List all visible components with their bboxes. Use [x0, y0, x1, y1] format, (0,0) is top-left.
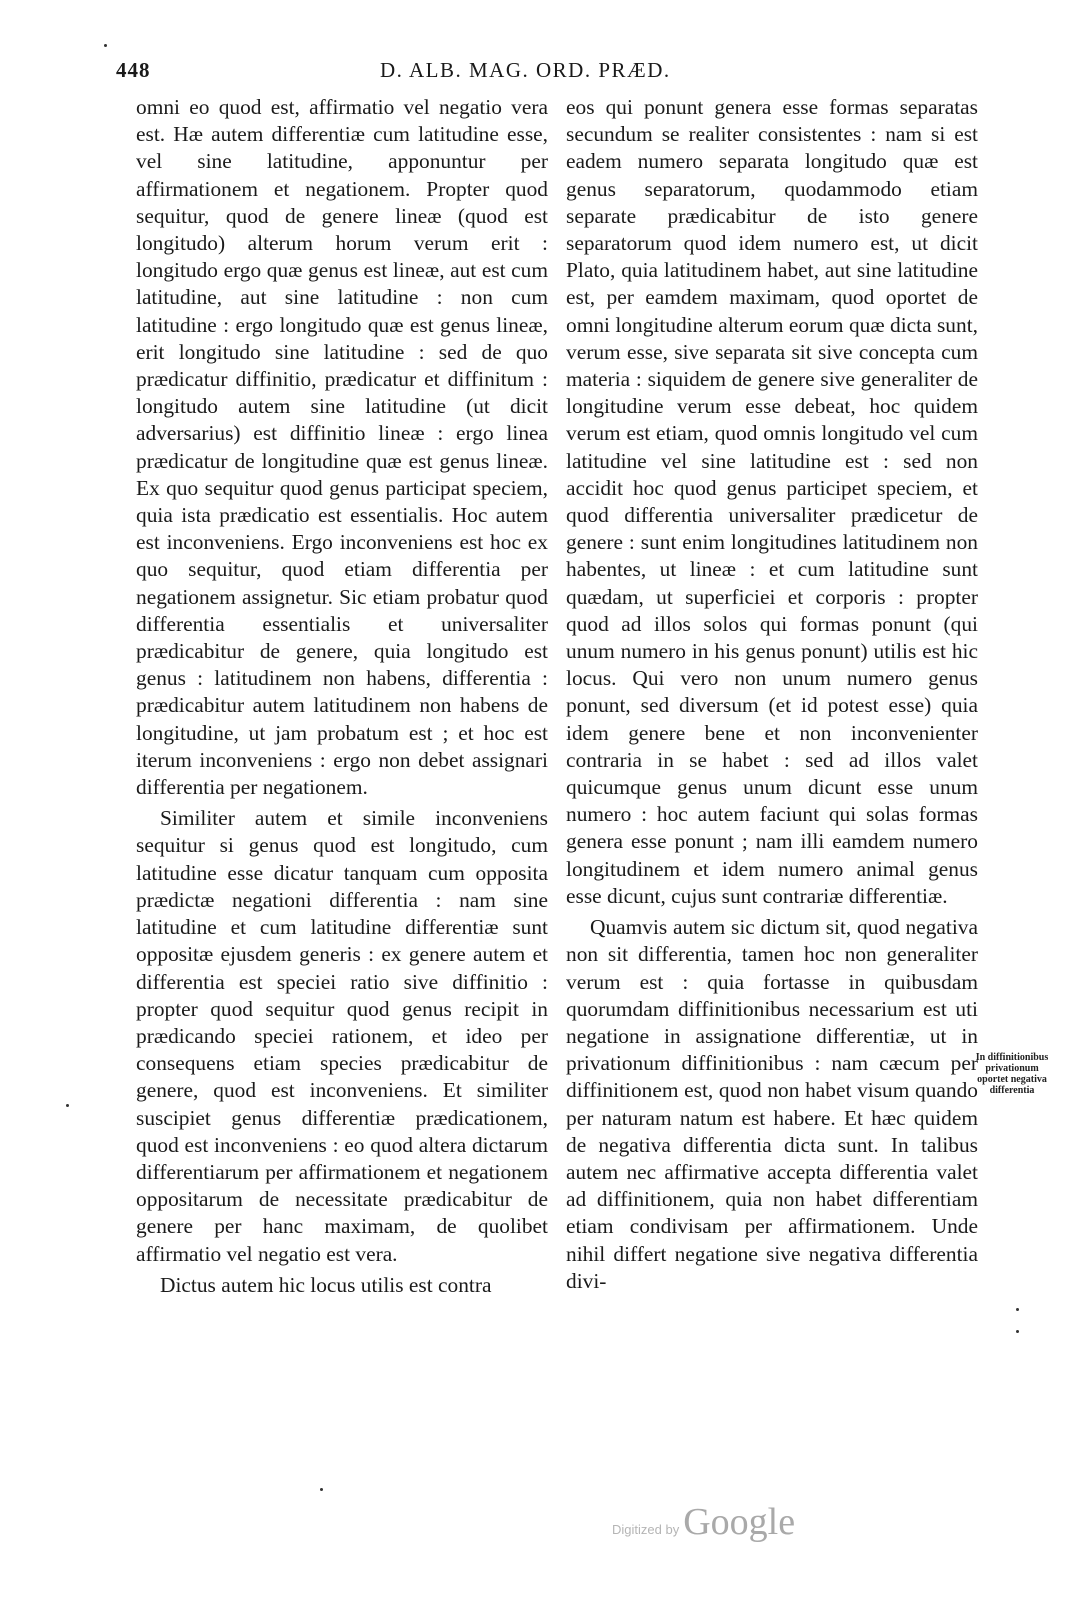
print-speck	[1016, 1330, 1019, 1333]
paragraph: Similiter autem et simile inconveniens sequitur si genus quod est longitudo, cum latitudine esse dicatur tanquam cum opposita prædictæ negationi differentia : nam sine latitudine et cum latitudine differentiæ sunt oppositæ ejusdem generis : ex genere autem et differentia est speciei ratio sive diffinitio : propter quod sequitur quod genus recipit in prædicando speciei rationem, et ideo per consequens etiam species prædicabitur de genere, quod est inconveniens. Et similiter suscipiet genus differentiæ prædicationem, quod est inconveniens : eo quod altera dictarum differentiarum per affirmationem et negationem oppositarum de necessitate prædicabitur de genere per hanc maximam, de quolibet affirmatio vel negatio est vera.	[136, 806, 548, 1266]
paragraph: eos qui ponunt genera esse formas separatas secundum se realiter consistentes : nam si est eadem numero separata longitudo quæ est genus separatorum, quodammodo etiam separate prædicabitur de isto genere separatorum quod idem numero est, ut dicit Plato, quia latitudinem habet, aut sine latitudine est, per eamdem maximam, quod oportet de omni longitudine alterum eorum quæ dicta sunt, verum esse, sive separata sit sive concepta cum materia : siquidem de genere sive generaliter de longitudine verum esse debeat, hoc quidem verum est etiam, quod omnis longitudo vel cum latitudine vel sine latitudine est : sed non accidit hoc quod genus participet speciem, et quod differentia universaliter prædicetur de genere : sunt enim longitudines latitudinem non habentes, ut lineæ : et cum latitudine sunt quædam, ut superficiei et corporis : propter quod ad illos solos qui formas ponunt (qui unum numero in his genus ponunt) utilis est hic locus. Qui vero non unum numero genus ponunt, sed diversum (et id potest esse) quia idem genere bene et non inconvenienter contraria in se habet : sed ad illos valet quicumque genus unum dicunt esse unum numero : hoc autem faciunt qui solas formas genera esse ponunt ; nam illi eamdem numero longitudinem et idem numero animal genus esse dicunt, cujus sunt contrariæ differentiæ.	[566, 95, 978, 908]
print-speck	[104, 44, 107, 47]
running-head: D. ALB. MAG. ORD. PRÆD.	[380, 58, 671, 82]
paragraph: omni eo quod est, affirmatio vel negatio vera est. Hæ autem differentiæ cum latitudine esse, vel sine latitudine, apponuntur per affirmationem et negationem. Propter quod sequitur, quod de genere lineæ (quod est longitudo) alterum horum verum erit : longitudo ergo quæ genus est lineæ, aut est cum latitudine, aut sine latitudine : non cum latitudine : ergo longitudo quæ est genus lineæ, erit longitudo sine latitudine : sed de quo prædicatur diffinitio, prædicatur et diffinitum : longitudo autem sine latitudine (ut dicit adversarius) est diffinitio lineæ : ergo linea prædicatur de longitudine quæ est genus lineæ. Ex quo sequitur quod genus participat speciem, quia ista prædicatio est essentialis. Hoc autem est inconveniens. Ergo inconveniens est hoc ex quo sequitur, quod etiam differentia per negationem assignetur. Sic etiam probatur quod differentia essentialis et universaliter prædicabitur de genere, quia longitudo est genus : latitudinem non habens, differentia : prædicabitur autem latitudinem non habens de longitudine, ut jam probatum est ; et hoc est iterum inconveniens : ergo non debet assignari differentia per negationem.	[136, 95, 548, 800]
print-speck	[320, 1488, 323, 1491]
print-speck	[66, 1104, 69, 1107]
right-column	[566, 94, 978, 1295]
digitization-watermark	[612, 1500, 795, 1544]
left-column	[136, 94, 548, 1299]
page-number: 448	[116, 58, 151, 82]
margin-note: In diffinitionibus privationum oportet negativa differentia	[975, 1052, 1049, 1096]
print-speck	[1016, 1308, 1019, 1311]
paragraph: Dictus autem hic locus utilis est contra	[160, 1272, 492, 1297]
digitized-label: Digitized by	[612, 1522, 680, 1537]
google-logo: Google	[683, 1501, 796, 1543]
paragraph: Quamvis autem sic dictum sit, quod negativa non sit differentia, tamen hoc non generaliter verum est : quia fortasse in quibusdam quorumdam diffinitionibus necessarium est uti negatione in assignatione differentiæ, ut in privationum diffinitionibus : nam cæcum per diffinitionem est, quod non habet visum quando per naturam natum est habere. Et hæc quidem de negativa differentia dicta sunt. In talibus autem nec affirmative accepta differentia valet ad diffinitionem, quia non habet differentiam etiam condivisam per affirmationem. Unde nihil differt negatione sive negativa differentia divi-	[566, 915, 978, 1293]
